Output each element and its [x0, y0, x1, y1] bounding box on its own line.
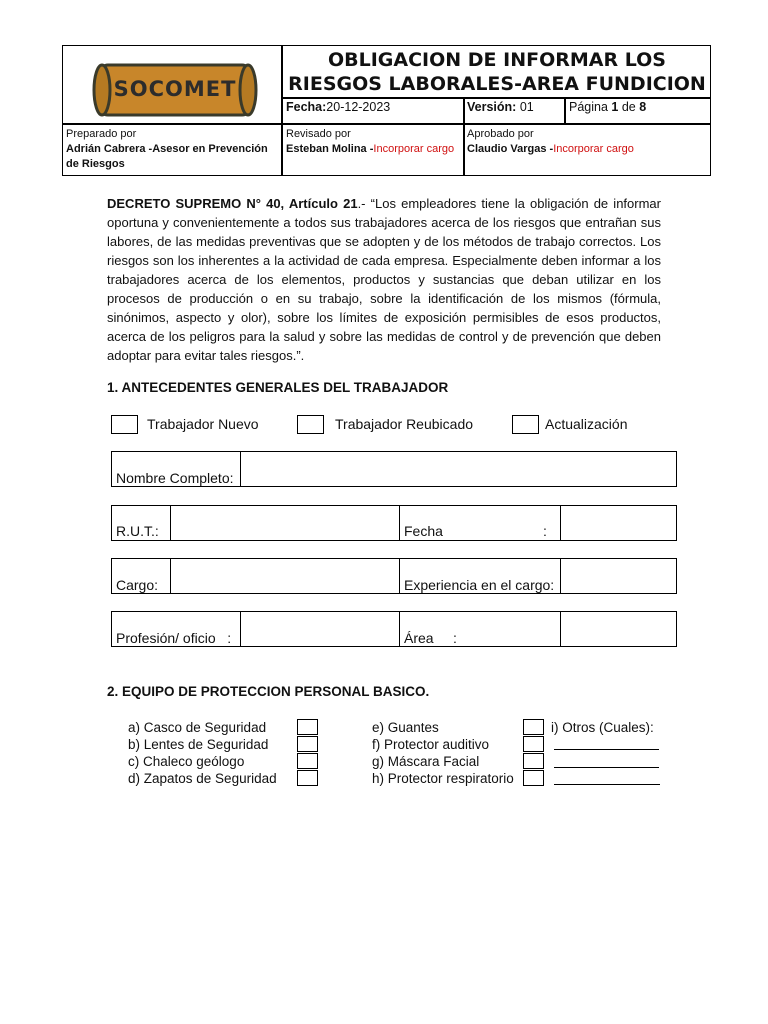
experiencia-input[interactable] [561, 559, 676, 593]
header-row-line [62, 123, 711, 125]
decree-title: DECRETO SUPREMO N° 40, Artículo 21 [107, 196, 358, 211]
trabajador-reubicado-checkbox[interactable] [297, 415, 324, 434]
ppe-guantes-label: e) Guantes [372, 720, 439, 735]
ppe-col2 [372, 719, 514, 787]
decree-paragraph [107, 194, 661, 365]
rut-label: R.U.T.: [116, 523, 159, 539]
profesion-label: Profesión/ oficio : [116, 630, 232, 646]
revisado-cell [286, 127, 461, 157]
version-value: 01 [519, 100, 534, 114]
fecha-input[interactable] [561, 506, 676, 540]
cargo-input[interactable] [171, 559, 399, 593]
cargo-label: Cargo: [116, 577, 159, 593]
fecha-field-label: Fecha [404, 523, 443, 539]
ppe-chaleco-checkbox[interactable] [297, 753, 318, 769]
preparado-label: Preparado por [66, 128, 137, 140]
preparado-cell [66, 127, 278, 172]
trabajador-nuevo-label: Trabajador Nuevo [147, 416, 259, 432]
ppe-lentes-label: b) Lentes de Seguridad [128, 737, 269, 752]
ppe-chaleco-label: c) Chaleco geólogo [128, 754, 245, 769]
ppe-otros-line-1[interactable] [554, 749, 659, 750]
decree-text: .- “Los empleadores tiene la obligación de informar oportuna y convenientemente a todos sus trabajadores acerca de los riesgos que entrañan sus labores, de las medidas preventivas que se adopten y de los métodos de trabajo correctos. Los riesgos son los inherentes a la actividad de cada empresa. Especialmente deben informar a los trabajadores acerca de los elementos, productos y sustancias que deban utilizar en los procesos de producción o en su trabajo, sobre la identificación de los mismos (fórmula, sinónimos, aspecto y olor), sobre los límites de exposición permisibles de esos productos, acerca de los peligros para la salud y sobre las medidas de control y de prevención que deben adoptar para evitar tales riesgos.”. [107, 196, 661, 363]
header-vline-2 [564, 97, 566, 124]
fecha-field-colon: : [543, 523, 547, 539]
ppe-respiratorio-checkbox[interactable] [523, 770, 544, 786]
pagina-total: 8 [639, 100, 647, 114]
section1-title: 1. ANTECEDENTES GENERALES DEL TRABAJADOR [107, 380, 449, 395]
trabajador-reubicado-label: Trabajador Reubicado [335, 416, 474, 432]
title-line-2: RIESGOS LABORALES-AREA FUNDICION [288, 73, 706, 95]
ppe-guantes-checkbox[interactable] [523, 719, 544, 735]
pagina-label: Página [569, 100, 608, 114]
document-title [283, 48, 711, 96]
ppe-otros-line-2[interactable] [554, 767, 659, 768]
ppe-auditivo-label: f) Protector auditivo [372, 737, 490, 752]
ppe-respiratorio-label: h) Protector respiratorio [372, 771, 514, 786]
aprobado-label: Aprobado por [467, 128, 534, 140]
rut-input[interactable] [171, 506, 399, 540]
trabajador-nuevo-checkbox[interactable] [111, 415, 138, 434]
cargo-divider-2 [399, 558, 400, 594]
fecha-label: Fecha: [286, 100, 327, 114]
aprobado-name: Claudio Vargas - [467, 143, 554, 155]
fecha-value: 20-12-2023 [326, 100, 391, 114]
ppe-auditivo-checkbox[interactable] [523, 736, 544, 752]
logo-text: SOCOMET [113, 77, 237, 101]
section2-title: 2. EQUIPO DE PROTECCION PERSONAL BASICO. [107, 684, 430, 699]
preparado-value: Adrián Cabrera -Asesor en Prevención de Riesgos [66, 143, 268, 170]
aprobado-cell [467, 127, 707, 157]
ppe-otros-line-3[interactable] [554, 784, 660, 785]
revisado-label: Revisado por [286, 128, 351, 140]
ppe-col1 [128, 719, 277, 787]
pagina-num: 1 [611, 100, 619, 114]
ppe-casco-label: a) Casco de Seguridad [128, 720, 267, 735]
actualizacion-checkbox[interactable] [512, 415, 539, 434]
fecha-cell [286, 100, 390, 114]
revisado-cargo: Incorporar cargo [373, 143, 455, 155]
ppe-casco-checkbox[interactable] [297, 719, 318, 735]
area-input[interactable] [561, 612, 676, 646]
profesion-input[interactable] [241, 612, 399, 646]
ppe-lentes-checkbox[interactable] [297, 736, 318, 752]
version-cell [467, 100, 534, 114]
aprobado-cargo: Incorporar cargo [553, 143, 634, 155]
ppe-otros-label: i) Otros (Cuales): [551, 720, 654, 735]
header-vline-1 [463, 97, 465, 176]
rut-divider-2 [399, 505, 400, 541]
pagina-cell [569, 100, 646, 114]
revisado-name: Esteban Molina - [286, 143, 374, 155]
area-label: Área : [404, 630, 457, 646]
actualizacion-label: Actualización [545, 416, 628, 432]
pagina-de: de [621, 100, 636, 114]
experiencia-label: Experiencia en el cargo: [404, 577, 555, 593]
ppe-mascara-checkbox[interactable] [523, 753, 544, 769]
ppe-zapatos-checkbox[interactable] [297, 770, 318, 786]
version-label: Versión: [467, 100, 517, 114]
ppe-zapatos-label: d) Zapatos de Seguridad [128, 771, 277, 786]
nombre-label: Nombre Completo: [116, 470, 234, 486]
ppe-mascara-label: g) Máscara Facial [372, 754, 480, 769]
profesion-divider-2 [399, 611, 400, 647]
title-line-1: OBLIGACION DE INFORMAR LOS [327, 49, 666, 71]
company-logo [90, 62, 260, 118]
header-title-line [281, 97, 711, 99]
nombre-input[interactable] [241, 452, 676, 486]
